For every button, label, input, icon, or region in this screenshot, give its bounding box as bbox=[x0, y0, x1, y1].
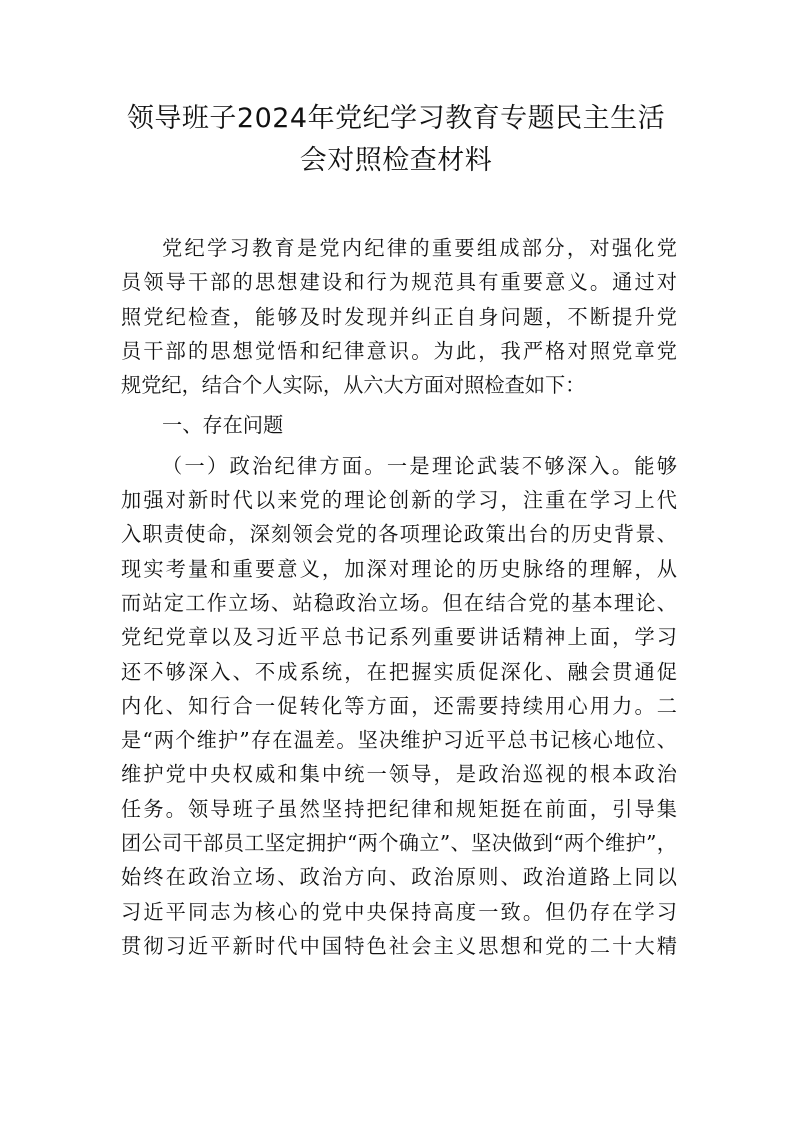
document-body bbox=[121, 231, 677, 963]
paragraph-line: 规党纪，结合个人实际，从六大方面对照检查如下： bbox=[121, 373, 586, 398]
title-line: 领导班子2024年党纪学习教育专题民主生活 bbox=[126, 103, 666, 134]
paragraph-line: 是“两个维护”存在温差。坚决维护习近平总书记核心地位、 bbox=[121, 728, 677, 753]
political-discipline-paragraph bbox=[121, 449, 677, 963]
intro-paragraph bbox=[121, 231, 677, 402]
document-title bbox=[96, 98, 696, 182]
paragraph-line: 习近平同志为核心的党中央保持高度一致。但仍存在学习 bbox=[121, 899, 677, 924]
paragraph-line: 贯彻习近平新时代中国特色社会主义思想和党的二十大精 bbox=[121, 933, 677, 958]
title-line: 会对照检查材料 bbox=[299, 145, 493, 176]
paragraph-line: 而站定工作立场、站稳政治立场。但在结合党的基本理论、 bbox=[121, 590, 677, 615]
paragraph-line: 入职责使命，深刻领会党的各项理论政策出台的历史背景、 bbox=[121, 522, 677, 547]
paragraph-line: 员领导干部的思想建设和行为规范具有重要意义。通过对 bbox=[121, 270, 677, 295]
paragraph-line: 现实考量和重要意义，加深对理论的历史脉络的理解，从 bbox=[121, 556, 677, 581]
paragraph-line: 党纪党章以及习近平总书记系列重要讲话精神上面，学习 bbox=[121, 625, 677, 650]
paragraph-line: 团公司干部员工坚定拥护“两个确立”、坚决做到“两个维护”， bbox=[121, 831, 677, 856]
section-heading: 一、存在问题 bbox=[162, 413, 284, 438]
paragraph-line: 还不够深入、不成系统，在把握实质促深化、融会贯通促 bbox=[121, 659, 677, 684]
paragraph-line: 照党纪检查，能够及时发现并纠正自身问题，不断提升党 bbox=[121, 304, 677, 329]
paragraph-line: 始终在政治立场、政治方向、政治原则、政治道路上同以 bbox=[121, 865, 677, 890]
paragraph-line: 维护党中央权威和集中统一领导，是政治巡视的根本政治 bbox=[121, 762, 677, 787]
paragraph-line: 员干部的思想觉悟和纪律意识。为此，我严格对照党章党 bbox=[121, 338, 677, 363]
paragraph-line: 党纪学习教育是党内纪律的重要组成部分，对强化党 bbox=[162, 236, 677, 260]
paragraph-line: 任务。领导班子虽然坚持把纪律和规矩挺在前面，引导集 bbox=[121, 796, 677, 821]
paragraph-line: （一）政治纪律方面。一是理论武装不够深入。能够 bbox=[162, 453, 677, 478]
paragraph-line: 加强对新时代以来党的理论创新的学习，注重在学习上代 bbox=[121, 488, 677, 513]
paragraph-line: 内化、知行合一促转化等方面，还需要持续用心用力。二 bbox=[121, 693, 677, 718]
